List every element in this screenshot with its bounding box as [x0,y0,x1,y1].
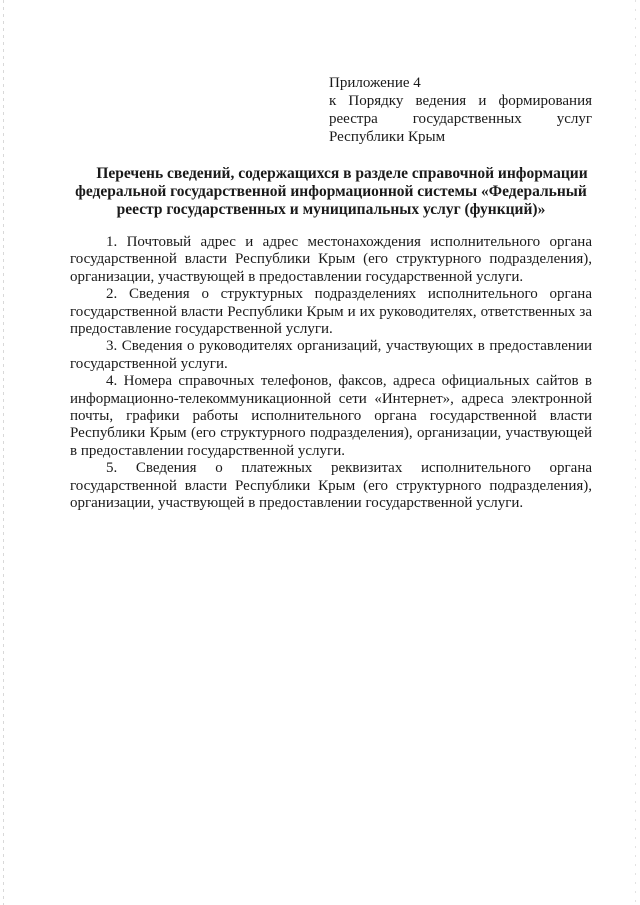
list-item-1: 1. Почтовый адрес и адрес местонахождения исполнительного органа государственной власти Республики Крым (его структурного подразделения), организации, участвующей в предоставлении государственной услуги. [70,234,592,285]
appendix-reference-line-1: к Порядку ведения и формирования [329,93,592,109]
appendix-header [329,74,592,146]
list-item-3: 3. Сведения о руководителях организаций, участвующих в предоставлении государственной услуги. [70,338,592,372]
document-title [70,165,592,219]
document-body [70,234,592,513]
appendix-reference-line-3: Республики Крым [329,129,446,145]
title-line-2: федеральной государственной информационной системы «Федеральный [75,183,587,200]
title-line-3: реестр государственных и муниципальных услуг (функций)» [116,201,546,218]
scan-edge-right [635,0,636,905]
list-item-4: 4. Номера справочных телефонов, факсов, адреса официальных сайтов в информационно-телекоммуникационной сети «Интернет», адреса электронной почты, графики работы исполнительного органа государственной власти Республики Крым (его структурного подразделения), организации, участвующей в предоставлении государственной услуги. [70,373,592,459]
scan-edge-left [3,0,4,905]
appendix-reference-line-2: реестра государственных услуг [329,111,592,127]
list-item-5: 5. Сведения о платежных реквизитах исполнительного органа государственной власти Республики Крым (его структурного подразделения), организации, участвующей в предоставлении государственной услуги. [70,460,592,512]
appendix-number: Приложение 4 [329,75,421,91]
list-item-2: 2. Сведения о структурных подразделениях исполнительного органа государственной власти Республики Крым и их руководителях, ответственных за предоставление государственной услуги. [70,286,592,338]
title-line-1: Перечень сведений, содержащихся в разделе справочной информации [96,165,588,182]
